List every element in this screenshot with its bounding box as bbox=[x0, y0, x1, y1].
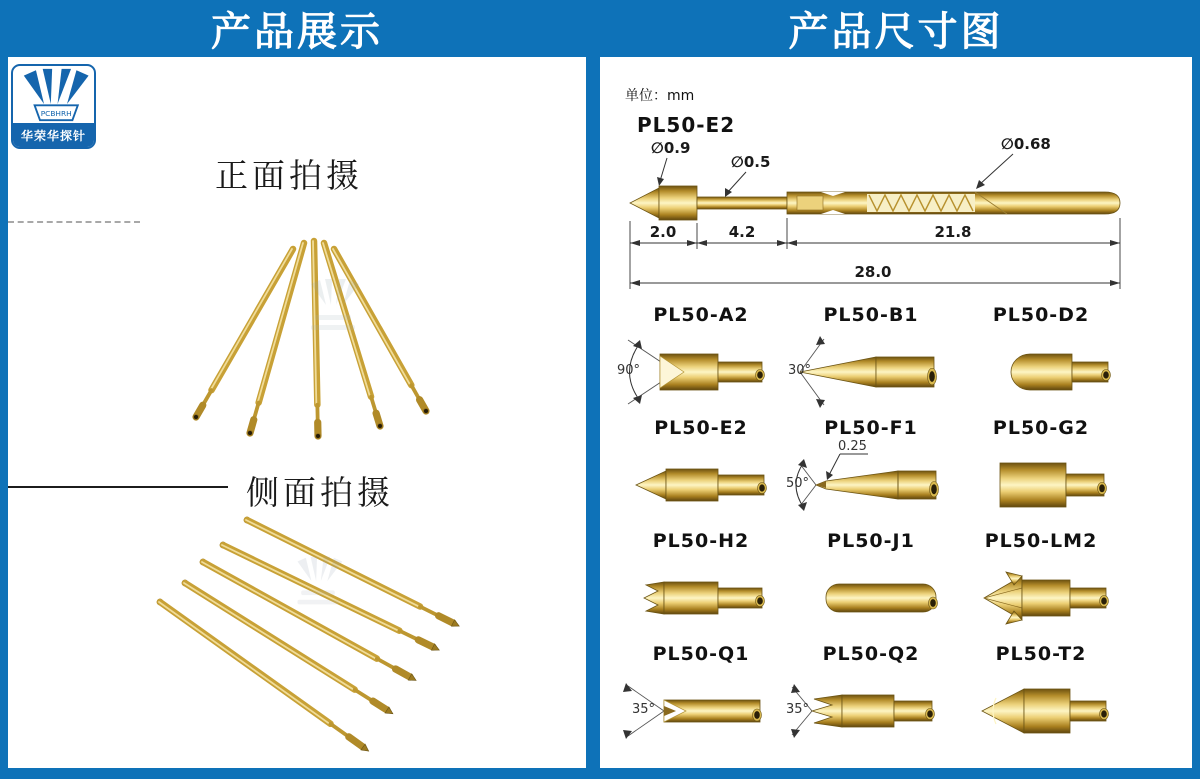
variant-drawing-dome bbox=[956, 332, 1126, 412]
right-panel-title: 产品尺寸图 bbox=[788, 9, 1004, 55]
variant-cell-PL50-Q2 bbox=[786, 643, 956, 756]
dim-seg1: 2.0 bbox=[649, 223, 677, 241]
angle-annotation: 90° bbox=[617, 363, 641, 378]
variant-drawing-plain bbox=[786, 558, 956, 638]
variant-drawing-cone bbox=[616, 445, 786, 525]
variant-cell-PL50-J1 bbox=[786, 530, 956, 643]
product-photos-panel bbox=[8, 57, 586, 768]
variant-drawing-star bbox=[956, 558, 1126, 638]
variant-grid bbox=[616, 304, 1126, 756]
variant-cell-PL50-LM2 bbox=[956, 530, 1126, 643]
variant-cell-PL50-E2 bbox=[616, 417, 786, 530]
variant-cell-PL50-T2 bbox=[956, 643, 1126, 756]
variant-drawing-concave bbox=[616, 332, 786, 412]
logo-caption: PCBHRH bbox=[40, 109, 72, 119]
variant-cell-PL50-Q1 bbox=[616, 643, 786, 756]
variant-label: PL50-Q2 bbox=[822, 643, 920, 665]
variant-label: PL50-LM2 bbox=[984, 530, 1098, 552]
variant-cell-PL50-F1 bbox=[786, 417, 956, 530]
main-drawing-title: PL50-E2 bbox=[637, 113, 736, 137]
variant-drawing-crown bbox=[786, 671, 956, 751]
unit-label: 单位：mm bbox=[625, 88, 695, 104]
variant-label: PL50-H2 bbox=[652, 530, 750, 552]
dim-seg2: 4.2 bbox=[728, 223, 756, 241]
variant-label: PL50-D2 bbox=[992, 304, 1090, 326]
brand-logo bbox=[11, 64, 96, 149]
logo-brand-text: 华荣华探针 bbox=[13, 123, 94, 147]
angle-annotation: 50° bbox=[786, 476, 810, 491]
angle-annotation: 30° bbox=[788, 363, 812, 378]
variant-label: PL50-B1 bbox=[823, 304, 919, 326]
side-photo bbox=[128, 507, 528, 766]
variant-cell-PL50-D2 bbox=[956, 304, 1126, 417]
variant-label: PL50-T2 bbox=[995, 643, 1087, 665]
main-dimension-drawing bbox=[615, 133, 1170, 318]
variant-cell-PL50-A2 bbox=[616, 304, 786, 417]
variant-drawing-fork bbox=[616, 671, 786, 751]
divider-dashed bbox=[8, 221, 140, 223]
watermark-icon bbox=[290, 553, 346, 615]
angle-annotation: 35° bbox=[786, 702, 810, 717]
dia-label-1: ∅0.5 bbox=[731, 153, 771, 171]
dimension-panel bbox=[600, 57, 1192, 768]
variant-label: PL50-F1 bbox=[824, 417, 918, 439]
front-photo-label: 正面拍摄 bbox=[215, 156, 363, 195]
side-photo-label: 侧面拍摄 bbox=[246, 473, 394, 512]
watermark-icon bbox=[303, 275, 363, 341]
dim-total: 28.0 bbox=[854, 263, 892, 281]
divider-solid bbox=[8, 486, 228, 488]
variant-label: PL50-J1 bbox=[827, 530, 915, 552]
dia-label-0: ∅0.9 bbox=[651, 139, 691, 157]
variant-label: PL50-E2 bbox=[654, 417, 748, 439]
variant-drawing-wide bbox=[956, 671, 1126, 751]
variant-cell-PL50-G2 bbox=[956, 417, 1126, 530]
variant-label: PL50-Q1 bbox=[652, 643, 750, 665]
variant-label: PL50-G2 bbox=[992, 417, 1090, 439]
variant-drawing-serrated bbox=[616, 558, 786, 638]
variant-cell-PL50-B1 bbox=[786, 304, 956, 417]
dim-seg3: 21.8 bbox=[934, 223, 972, 241]
probe-tip bbox=[630, 188, 659, 218]
angle-annotation: 35° bbox=[632, 702, 656, 717]
variant-drawing-chisel bbox=[786, 439, 956, 525]
variant-drawing-sharp bbox=[786, 332, 956, 412]
dia-label-2: ∅0.68 bbox=[1001, 135, 1051, 153]
width-annotation: 0.25 bbox=[838, 439, 867, 454]
probe-head bbox=[659, 186, 697, 220]
variant-drawing-flat bbox=[956, 445, 1126, 525]
crown-logo-icon bbox=[13, 66, 94, 123]
probe-shaft bbox=[697, 197, 787, 209]
left-panel-title: 产品展示 bbox=[211, 9, 383, 55]
variant-cell-PL50-H2 bbox=[616, 530, 786, 643]
variant-label: PL50-A2 bbox=[653, 304, 749, 326]
